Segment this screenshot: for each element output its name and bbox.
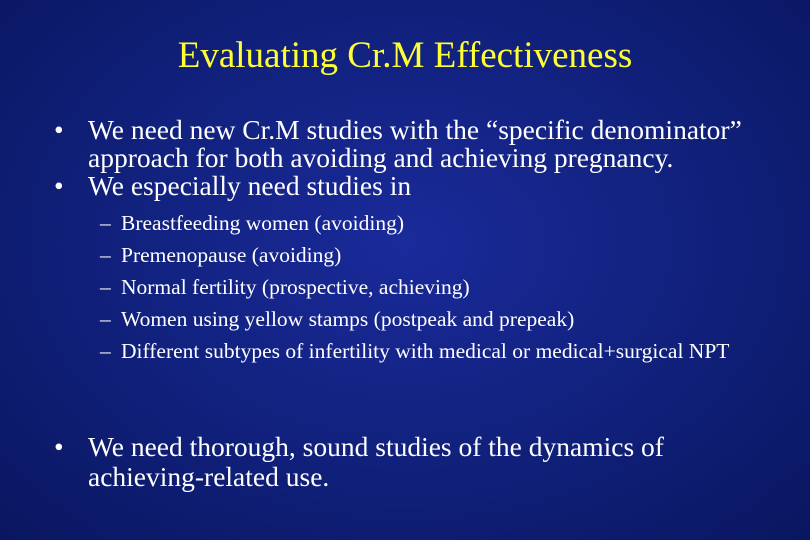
sub-bullet-text: Normal fertility (prospective, achieving) bbox=[121, 275, 470, 299]
bullet-icon: • bbox=[54, 114, 64, 145]
sub-bullet-item bbox=[100, 276, 774, 299]
sub-bullet-item bbox=[100, 212, 774, 235]
bullet-item bbox=[54, 172, 774, 200]
sub-bullet-item bbox=[100, 244, 774, 267]
bullet-text: We need new Cr.M studies with the “specific denominator” approach for both avoiding and achieving pregnancy. bbox=[88, 114, 742, 173]
dash-icon: – bbox=[100, 211, 111, 235]
bullet-icon: • bbox=[54, 431, 64, 462]
bullet-icon: • bbox=[54, 170, 64, 201]
sub-bullet-list bbox=[54, 212, 774, 363]
sub-bullet-text: Women using yellow stamps (postpeak and prepeak) bbox=[121, 307, 575, 331]
dash-icon: – bbox=[100, 339, 111, 363]
sub-bullet-text: Different subtypes of infertility with medical or medical+surgical NPT bbox=[121, 339, 730, 363]
dash-icon: – bbox=[100, 275, 111, 299]
final-bullet-list bbox=[54, 432, 774, 492]
bullet-list bbox=[54, 116, 774, 369]
sub-bullet-text: Breastfeeding women (avoiding) bbox=[121, 211, 404, 235]
bullet-text: We need thorough, sound studies of the dynamics of achieving-related use. bbox=[88, 431, 664, 492]
slide-title: Evaluating Cr.M Effectiveness bbox=[177, 35, 633, 76]
sub-bullet-item bbox=[100, 340, 774, 363]
dash-icon: – bbox=[100, 307, 111, 331]
sub-bullet-item bbox=[100, 308, 774, 331]
bullet-item bbox=[54, 432, 774, 492]
dash-icon: – bbox=[100, 243, 111, 267]
bullet-text: We especially need studies in bbox=[88, 170, 412, 201]
bullet-item bbox=[54, 116, 774, 172]
sub-bullet-text: Premenopause (avoiding) bbox=[121, 243, 342, 267]
